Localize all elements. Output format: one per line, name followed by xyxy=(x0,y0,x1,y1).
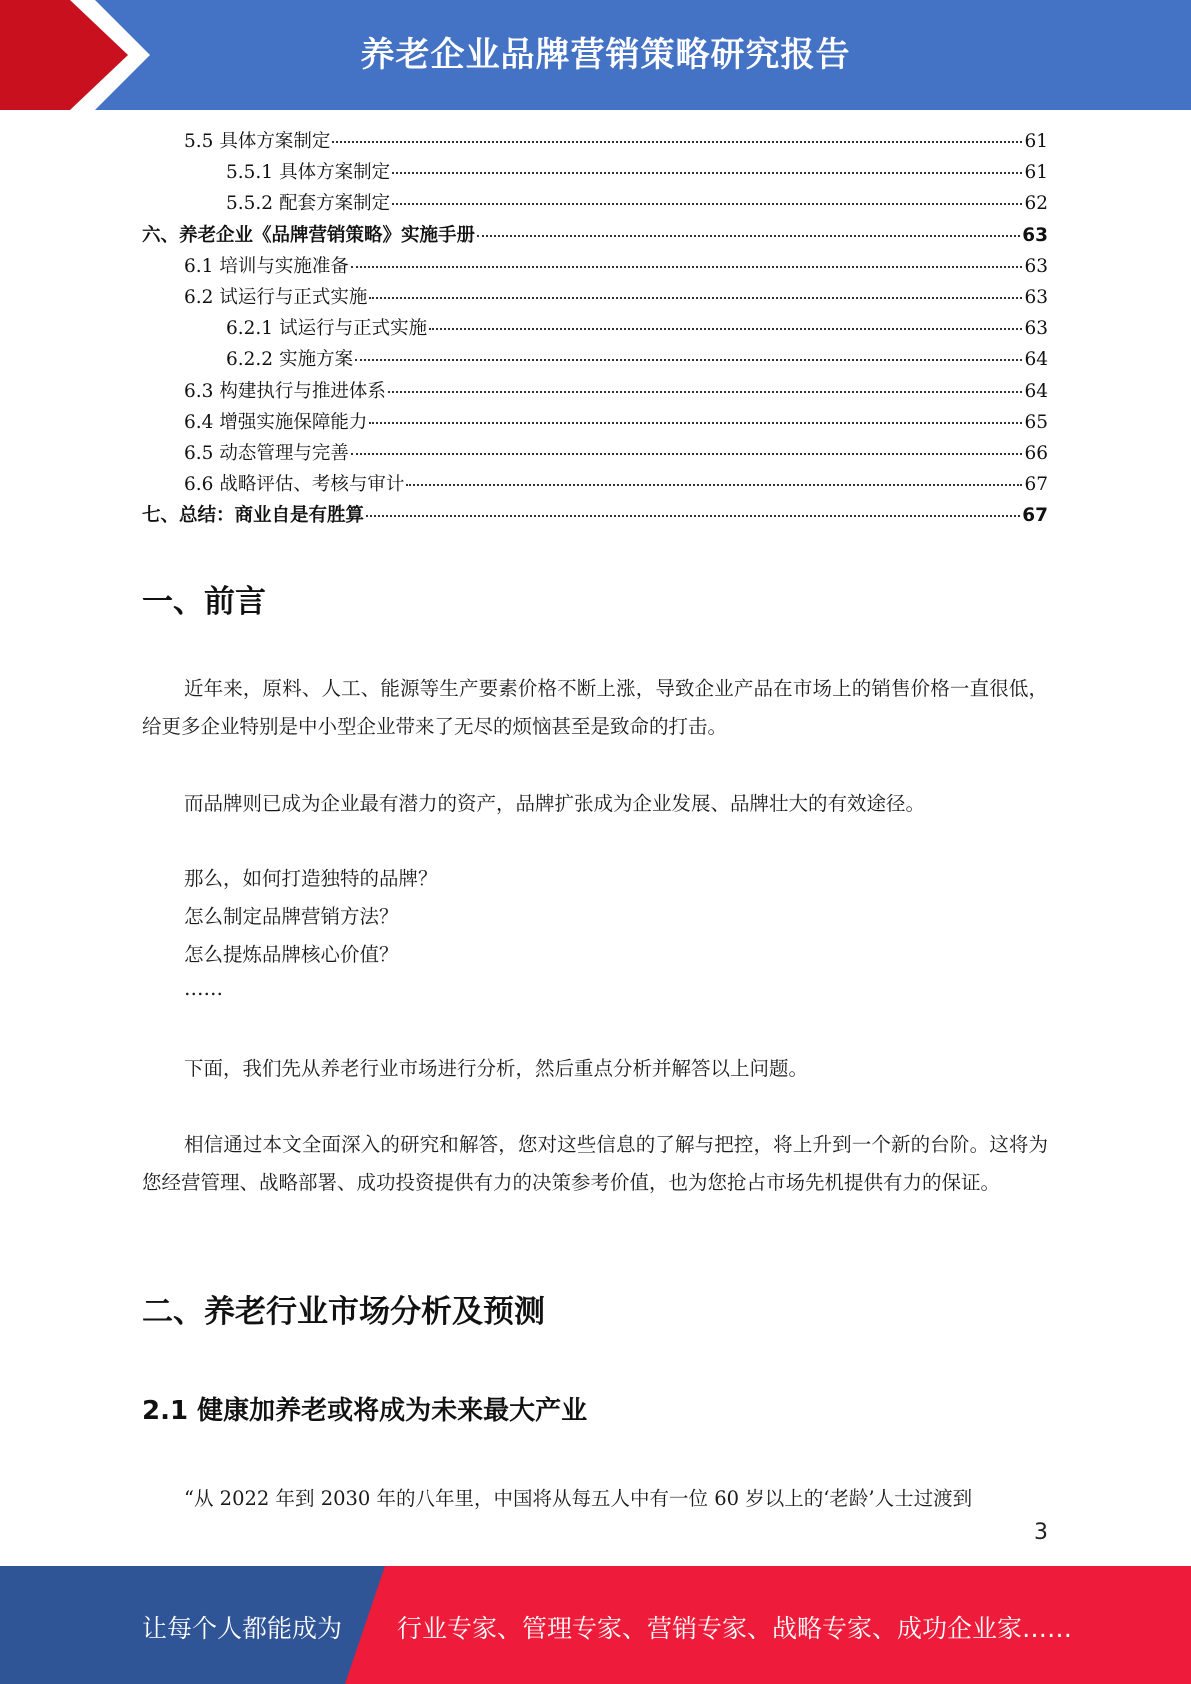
toc-entry[interactable] xyxy=(142,127,1048,158)
toc-entry[interactable] xyxy=(142,408,1048,439)
toc-entry-label: 六、养老企业《品牌营销策略》实施手册 xyxy=(142,224,476,246)
toc-entry-page: 64 xyxy=(1024,349,1048,371)
toc-entry-number: 6.2.1 xyxy=(226,318,274,340)
toc-entry[interactable] xyxy=(142,252,1048,283)
section-heading-market-analysis: 二、养老行业市场分析及预测 xyxy=(142,1294,545,1330)
toc-dot-leader xyxy=(366,515,1020,517)
section-heading-preface: 一、前言 xyxy=(142,584,266,620)
paragraph: 下面，我们先从养老行业市场进行分析，然后重点分析并解答以上问题。 xyxy=(184,1057,809,1080)
document-title: 养老企业品牌营销策略研究报告 xyxy=(360,35,851,75)
paragraph: “从 2022 年到 2030 年的八年里，中国将从每五人中有一位 60 岁以上的‘老龄’人士过渡到 xyxy=(184,1487,973,1510)
toc-entry-label: 试运行与正式实施 xyxy=(219,286,368,308)
toc-entry-label: 具体方案制定 xyxy=(219,131,331,152)
toc-entry-label: 配套方案制定 xyxy=(279,193,391,215)
toc-entry-page: 67 xyxy=(1024,474,1048,496)
toc-entry-number: 5.5.2 xyxy=(226,193,274,215)
toc-entry-number: 5.5.1 xyxy=(226,162,274,184)
paragraph: 相信通过本文全面深入的研究和解答，您对这些信息的了解与把控，将上升到一个新的台阶。这将为您经营管理、战略部署、成功投资提供有力的决策参考价值，也为您抢占市场先机提供有力的保证。 xyxy=(142,1133,1048,1194)
toc-entry[interactable] xyxy=(142,439,1048,470)
toc-entry-label: 试运行与正式实施 xyxy=(279,318,428,340)
toc-entry-label: 七、总结：商业自是有胜算 xyxy=(142,505,365,527)
toc-entry-page: 62 xyxy=(1024,193,1048,215)
toc-entry-number: 6.5 xyxy=(184,442,214,464)
question-line: 怎么制定品牌营销方法？ xyxy=(184,905,399,928)
toc-entry[interactable] xyxy=(142,189,1048,220)
toc-entry-label: 具体方案制定 xyxy=(279,162,391,184)
toc-entry[interactable] xyxy=(142,345,1048,376)
paragraph: 近年来，原料、人工、能源等生产要素价格不断上涨，导致企业产品在市场上的销售价格一直很低，给更多企业特别是中小型企业带来了无尽的烦恼甚至是致命的打击。 xyxy=(142,677,1048,738)
toc-entry-label: 构建执行与推进体系 xyxy=(219,380,386,402)
toc-dot-leader xyxy=(351,453,1023,455)
toc-dot-leader xyxy=(392,203,1022,205)
toc-entry-label: 培训与实施准备 xyxy=(219,255,349,277)
toc-entry-number: 6.6 xyxy=(184,474,214,496)
toc-dot-leader xyxy=(388,391,1023,393)
toc-entry-number: 6.2.2 xyxy=(226,349,274,371)
question-line: 怎么提炼品牌核心价值？ xyxy=(184,943,399,966)
table-of-contents xyxy=(142,127,1048,532)
toc-entry-number: 6.4 xyxy=(184,411,214,433)
toc-entry-number: 6.1 xyxy=(184,255,214,277)
toc-entry[interactable] xyxy=(142,158,1048,189)
toc-entry-label: 实施方案 xyxy=(279,349,354,371)
toc-dot-leader xyxy=(406,484,1022,486)
footer-slogan-left: 让每个人都能成为 xyxy=(142,1614,343,1643)
toc-entry-page: 65 xyxy=(1024,411,1048,433)
toc-entry-page: 66 xyxy=(1024,442,1048,464)
toc-entry-label: 动态管理与完善 xyxy=(219,442,349,464)
toc-dot-leader xyxy=(355,359,1022,361)
toc-entry-page: 61 xyxy=(1024,131,1048,152)
toc-entry[interactable] xyxy=(142,314,1048,345)
toc-entry-page: 67 xyxy=(1022,505,1048,527)
toc-entry[interactable] xyxy=(142,377,1048,408)
page-number: 3 xyxy=(1034,1520,1048,1545)
toc-entry-number: 6.3 xyxy=(184,380,214,402)
paragraph: 而品牌则已成为企业最有潜力的资产，品牌扩张成为企业发展、品牌壮大的有效途径。 xyxy=(184,792,926,815)
toc-entry-label: 战略评估、考核与审计 xyxy=(219,474,405,496)
toc-entry-number: 6.2 xyxy=(184,286,214,308)
toc-entry-page: 64 xyxy=(1024,380,1048,402)
toc-dot-leader xyxy=(369,422,1022,424)
toc-entry-page: 63 xyxy=(1024,286,1048,308)
toc-entry-page: 61 xyxy=(1024,162,1048,184)
ellipsis-line: …… xyxy=(184,977,223,1000)
page-header xyxy=(0,0,1191,110)
toc-dot-leader xyxy=(429,328,1022,330)
toc-entry[interactable] xyxy=(142,221,1048,252)
toc-dot-leader xyxy=(351,266,1023,268)
toc-entry[interactable] xyxy=(142,501,1048,532)
toc-dot-leader xyxy=(332,141,1022,143)
toc-entry-number: 5.5 xyxy=(184,131,214,152)
toc-entry[interactable] xyxy=(142,470,1048,501)
subsection-heading: 2.1 健康加养老或将成为未来最大产业 xyxy=(142,1396,588,1426)
footer-slogan-right: 行业专家、管理专家、营销专家、战略专家、成功企业家…… xyxy=(397,1614,1073,1643)
question-line: 那么，如何打造独特的品牌？ xyxy=(184,867,438,890)
toc-dot-leader xyxy=(369,297,1022,299)
toc-entry-page: 63 xyxy=(1024,255,1048,277)
toc-entry-label: 增强实施保障能力 xyxy=(219,411,368,433)
page-footer xyxy=(0,1566,1191,1684)
toc-entry[interactable] xyxy=(142,283,1048,314)
toc-entry-page: 63 xyxy=(1024,318,1048,340)
toc-dot-leader xyxy=(477,235,1020,237)
toc-entry-page: 63 xyxy=(1022,224,1048,246)
toc-dot-leader xyxy=(392,172,1022,174)
